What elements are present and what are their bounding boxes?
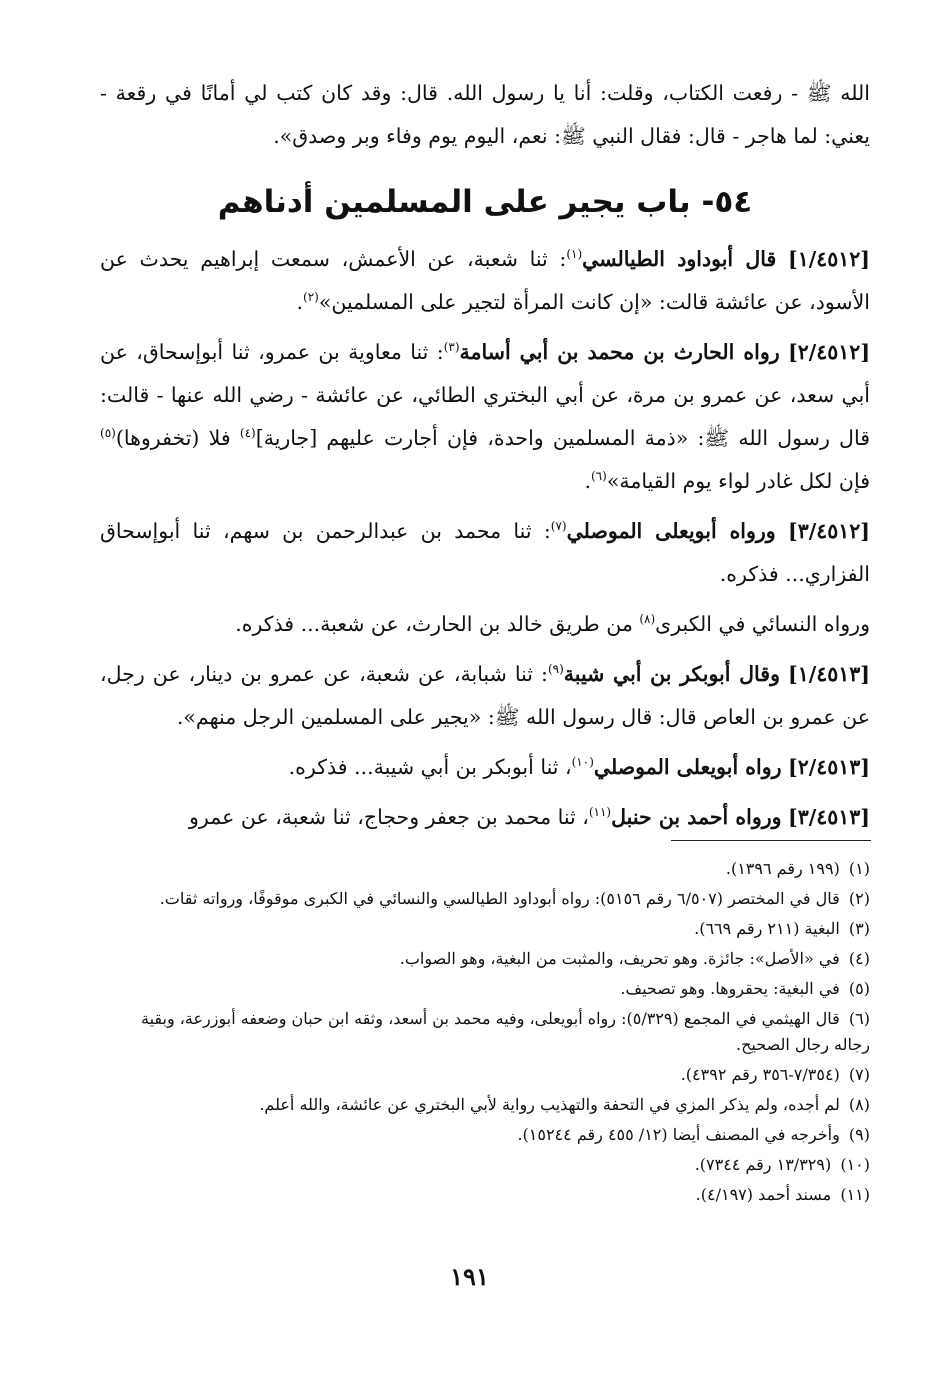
footnote-item (100, 916, 870, 942)
hadith-paragraph-4512-1 (100, 238, 870, 324)
hadith-text: : ثنا معاوية بن عمرو، ثنا أبوإسحاق، عن أبي سعد، عن عمرو بن مرة، عن أبي البختري الطائي، عن عائشة - رضي الله عنها - قالت: قال رسول الله ﷺ: «ذمة المسلمين واحدة، فإن أجارت عليهم [جارية] (100, 340, 870, 450)
footnote-item (100, 1006, 870, 1058)
footnote-number: (١٠) (840, 1155, 870, 1174)
narration-note-nasai (100, 603, 870, 646)
footnote-item (100, 856, 870, 882)
footnote-marker: (٥) (100, 426, 116, 441)
section-title: ٥٤- باب يجير على المسلمين أدناهم (217, 184, 753, 220)
hadith-tail: من طريق خالد بن الحارث، عن شعبة... فذكره. (235, 612, 640, 636)
hadith-ref: [١/٤٥١٢] (788, 247, 870, 271)
footnote-item (100, 946, 870, 972)
footnote-number: (٥) (848, 979, 870, 998)
footnote-marker: (٣) (443, 340, 460, 355)
footnote-number: (١) (848, 859, 870, 878)
footnote-item (100, 886, 870, 912)
hadith-text: : ثنا محمد بن عبدالرحمن بن سهم، ثنا أبوإسحاق الفزاري... فذكره. (100, 519, 870, 586)
footnote-number: (٢) (848, 889, 870, 908)
footnote-text: (٧/٣٥٤-٣٥٦ رقم ٤٣٩٢). (680, 1065, 840, 1084)
hadith-text: ورواه النسائي في الكبرى (655, 612, 870, 636)
hadith-text: : ثنا شبابة، عن شعبة، عن عمرو بن دينار، عن رجل، عن عمرو بن العاص قال: قال رسول الله ﷺ: «يجير على المسلمين الرجل منهم». (100, 662, 870, 729)
hadith-text-3: فإن لكل غادر لواء يوم القيامة» (606, 469, 870, 493)
footnote-item (100, 1062, 870, 1088)
footnote-number: (٨) (848, 1095, 870, 1114)
hadith-paragraph-4512-3 (100, 510, 870, 596)
footnote-number: (٦) (848, 1009, 870, 1028)
footnote-marker: (٩) (547, 662, 564, 677)
footnote-marker: (١) (566, 247, 583, 262)
intro-text: الله ﷺ - رفعت الكتاب، وقلت: أنا يا رسول الله. قال: وقد كان كتب لي أمانًا في رقعة - يعني: لما هاجر - قال: فقال النبي ﷺ: نعم، اليوم يوم وفاء وبر وصدق». (100, 81, 870, 148)
hadith-ref: [٣/٤٥١٢] (788, 519, 870, 543)
footnote-item (100, 1152, 870, 1178)
hadith-text: : ثنا شعبة، عن الأعمش، سمعت إبراهيم يحدث عن الأسود، عن عائشة قالت: «إن كانت المرأة لتجير على المسلمين» (100, 247, 870, 314)
footnote-number: (٤) (848, 949, 870, 968)
footnote-item (100, 1122, 870, 1148)
hadith-narrator: ورواه أبويعلى الموصلي (566, 519, 776, 543)
footnote-text: في «الأصل»: جائزة. وهو تحريف، والمثبت من البغية، وهو الصواب. (399, 949, 840, 968)
footnote-item (100, 1182, 870, 1208)
footnote-text: البغية (٢١١ رقم ٦٦٩). (694, 919, 840, 938)
footnote-number: (٩) (848, 1125, 870, 1144)
footnote-number: (٣) (848, 919, 870, 938)
footnote-item (100, 976, 870, 1002)
footnote-marker: (٨) (639, 612, 656, 627)
footnote-text: (١٣/٣٢٩ رقم ٧٣٤٤). (694, 1155, 832, 1174)
hadith-ref: [٢/٤٥١٢] (788, 340, 871, 364)
footnote-marker: (٤) (239, 426, 256, 441)
page-number: ١٩١ (450, 1262, 489, 1291)
hadith-paragraph-4513-2 (100, 746, 870, 789)
footnotes (100, 856, 870, 1212)
hadith-narrator: قال أبوداود الطيالسي (582, 247, 777, 271)
footnote-text: (١٩٩ رقم ١٣٩٦). (725, 859, 840, 878)
hadith-text: ، ثنا محمد بن جعفر وحجاج، ثنا شعبة، عن عمرو (189, 805, 589, 829)
footnote-number: (١١) (840, 1185, 870, 1204)
main-text (100, 72, 870, 846)
footnote-marker: (٦) (590, 469, 607, 484)
footnote-text: مسند أحمد (٤/١٩٧). (695, 1185, 832, 1204)
hadith-ref: [٢/٤٥١٣] (788, 755, 870, 779)
hadith-tail: . (296, 290, 303, 314)
footnote-text: وأخرجه في المصنف أيضا (١٢/ ٤٥٥ رقم ١٥٢٤٤). (517, 1125, 840, 1144)
footnote-text: لم أجده، ولم يذكر المزي في التحفة والتهذيب رواية لأبي البختري عن عائشة، والله أعلم. (259, 1095, 840, 1114)
hadith-ref: [١/٤٥١٣] (788, 662, 870, 686)
intro-paragraph (100, 72, 870, 158)
footnote-divider (671, 840, 871, 841)
hadith-text-2: فلا (تخفروها) (115, 426, 240, 450)
hadith-paragraph-4513-3 (100, 796, 870, 839)
hadith-narrator: ورواه أحمد بن حنبل (611, 805, 782, 829)
footnote-text: قال في المختصر (٦/٥٠٧ رقم ٥١٥٦): رواه أبوداود الطيالسي والنسائي في الكبرى موقوفًا، ورواته ثقات. (159, 889, 840, 908)
hadith-narrator: وقال أبوبكر بن أبي شيبة (563, 662, 780, 686)
footnote-number: (٧) (848, 1065, 870, 1084)
footnote-text: في البغية: يحقروها. وهو تصحيف. (620, 979, 840, 998)
hadith-ref: [٣/٤٥١٣] (788, 805, 870, 829)
footnote-marker: (١١) (588, 805, 612, 820)
hadith-narrator: رواه الحارث بن محمد بن أبي أسامة (459, 340, 780, 364)
footnote-marker: (٢) (303, 290, 319, 305)
hadith-text: ، ثنا أبوبكر بن أبي شيبة... فذكره. (288, 755, 572, 779)
hadith-tail: . (584, 469, 591, 493)
hadith-paragraph-4512-2 (100, 331, 870, 503)
footnote-marker: (١٠) (571, 755, 594, 770)
footnote-marker: (٧) (550, 519, 567, 534)
footnote-text: قال الهيثمي في المجمع (٥/٣٢٩): رواه أبويعلى، وفيه محمد بن أسعد، وثقه ابن حبان وضعفه أبوزرعة، وبقية رجاله رجال الصحيح. (140, 1009, 870, 1054)
hadith-narrator: رواه أبويعلى الموصلي (593, 755, 782, 779)
hadith-paragraph-4513-1 (100, 653, 870, 739)
footnote-item (100, 1092, 870, 1118)
